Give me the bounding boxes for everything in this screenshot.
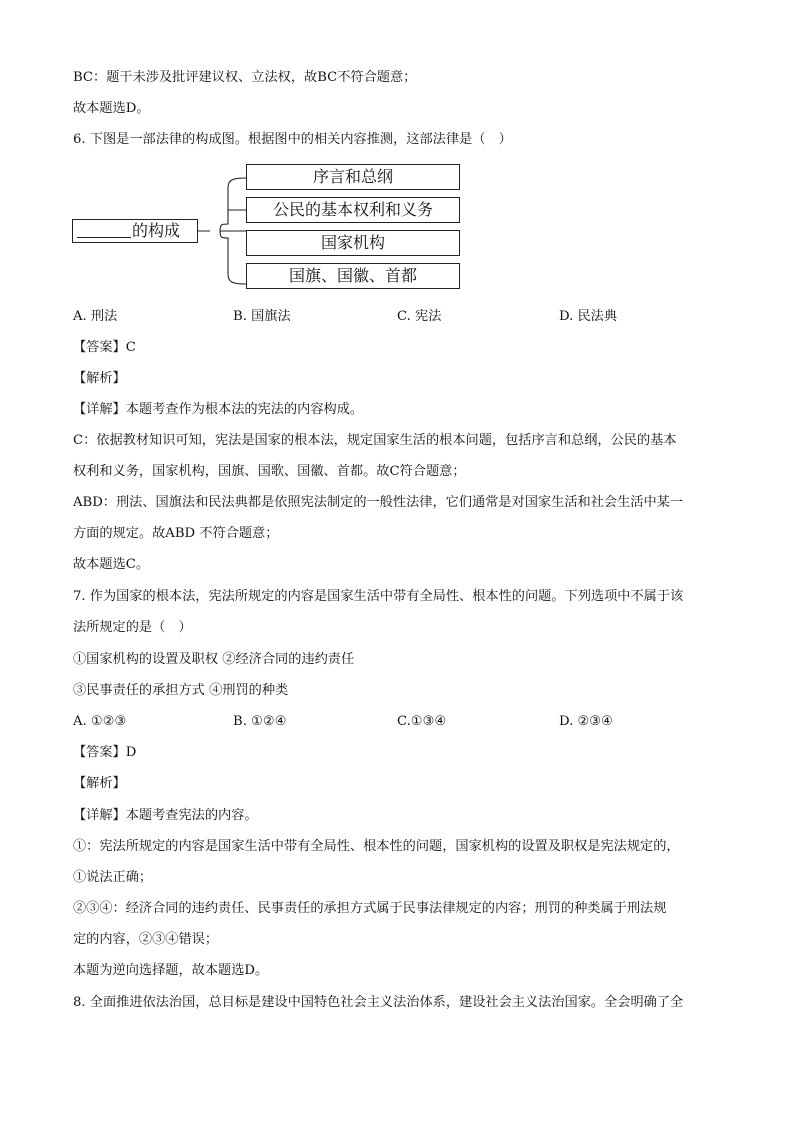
- text-line: ①：宪法所规定的内容是国家生活中带有全局性、根本性的问题，国家机构的设置及职权是宪法规定的，: [73, 839, 680, 854]
- q7-option-c: C.①③④: [397, 714, 447, 729]
- text-line: BC：题干未涉及批评建议权、立法权，故BC不符合题意；: [73, 70, 417, 85]
- q6-analysis-heading: 【解析】: [73, 371, 126, 386]
- text-line: 【详解】本题考查宪法的内容。: [73, 808, 258, 823]
- text-line: 方面的规定。故ABD 不符合题意；: [73, 526, 279, 541]
- diagram-root-box: [72, 219, 198, 243]
- q6-option-d: D. 民法典: [559, 309, 618, 324]
- text-line: 故本题选C。: [73, 557, 150, 572]
- q7-option-b: B. ①②④: [233, 714, 287, 729]
- text-line: 本题为逆向选择题，故本题选D。: [73, 963, 269, 978]
- question-7-stem: 法所规定的是（ ）: [73, 620, 192, 635]
- q6-option-c: C. 宪法: [397, 309, 442, 324]
- diagram-item-2: 公民的基本权利和义务: [246, 197, 460, 223]
- question-7-stem: 7. 作为国家的根本法，宪法所规定的内容是国家生活中带有全局性、根本性的问题。下列选项中不属于该: [73, 589, 684, 604]
- q7-answer: 【答案】D: [73, 745, 137, 760]
- bracket-path: [198, 178, 246, 284]
- diagram-item-4: 国旗、国徽、首都: [246, 263, 460, 289]
- diagram-root-label: 的构成: [132, 221, 181, 240]
- question-8-stem: 8. 全面推进依法治国，总目标是建设中国特色社会主义法治体系，建设社会主义法治国家。全会明确了全: [73, 995, 684, 1010]
- text-line: C：依据教材知识可知，宪法是国家的根本法，规定国家生活的根本问题，包括序言和总纲，公民的基本: [73, 433, 677, 448]
- question-6-stem: 6. 下图是一部法律的构成图。根据图中的相关内容推测，这部法律是（ ）: [73, 132, 512, 147]
- diagram-item-3: 国家机构: [246, 230, 460, 256]
- text-line: ①国家机构的设置及职权 ②经济合同的违约责任: [73, 652, 355, 667]
- text-line: 故本题选D。: [73, 101, 150, 116]
- text-line: 【详解】本题考查作为根本法的宪法的内容构成。: [73, 402, 364, 417]
- q6-option-a: A. 刑法: [73, 309, 118, 324]
- q6-option-b: B. 国旗法: [233, 309, 291, 324]
- text-line: ①说法正确；: [73, 870, 153, 885]
- q7-analysis-heading: 【解析】: [73, 776, 126, 791]
- q6-answer: 【答案】C: [73, 340, 136, 355]
- q7-option-a: A. ①②③: [73, 714, 127, 729]
- q7-option-d: D. ②③④: [559, 714, 613, 729]
- text-line: 权利和义务，国家机构，国旗、国歌、国徽、首都。故C符合题意；: [73, 464, 466, 479]
- law-structure-diagram: [72, 164, 464, 292]
- text-line: 定的内容，②③④错误；: [73, 932, 219, 947]
- text-line: ③民事责任的承担方式 ④刑罚的种类: [73, 683, 289, 698]
- blank-underline: [77, 221, 131, 238]
- text-line: ②③④：经济合同的违约责任、民事责任的承担方式属于民事法律规定的内容；刑罚的种类属于刑法规: [73, 901, 667, 916]
- text-line: ABD：刑法、国旗法和民法典都是依照宪法制定的一般性法律，它们通常是对国家生活和社会生活中某一: [73, 495, 684, 510]
- diagram-item-1: 序言和总纲: [246, 164, 460, 190]
